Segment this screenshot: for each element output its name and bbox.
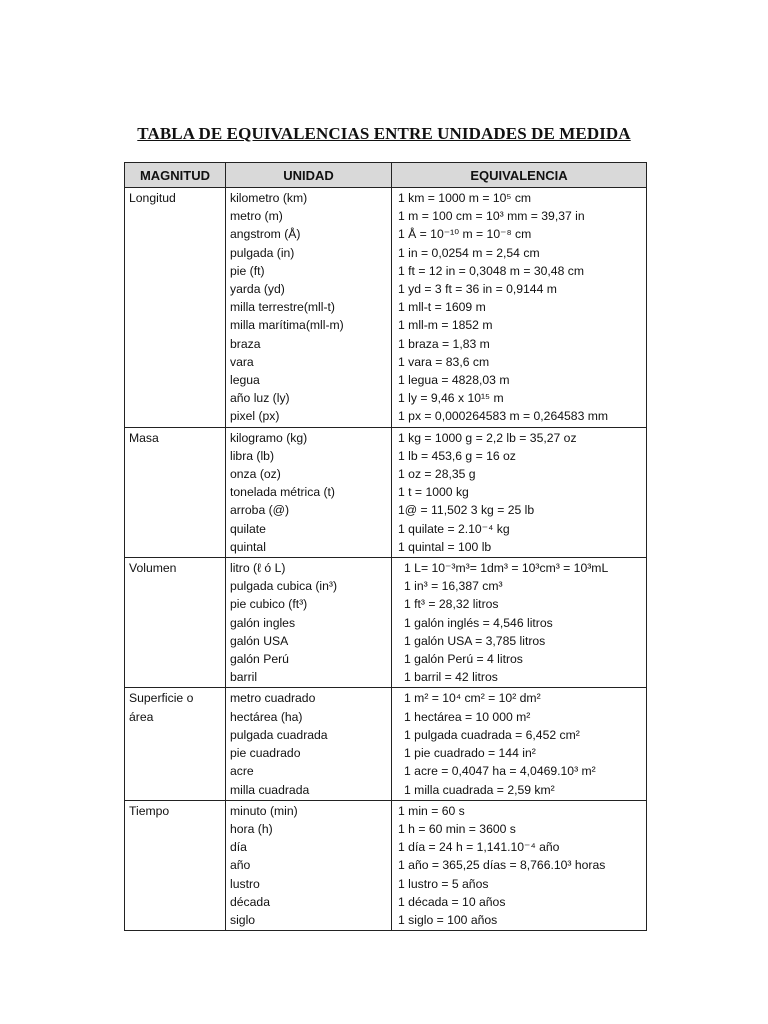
unit-name: año: [230, 858, 251, 873]
equivalence-text: 1@ = 11,502 3 kg = 25 lb: [398, 503, 535, 518]
unit-name: litro (ℓ ó L): [230, 561, 286, 576]
equivalence-text: 1 in³ = 16,387 cm³: [404, 579, 503, 594]
unit-name: minuto (min): [230, 803, 298, 818]
magnitud-cell: [125, 688, 226, 800]
header-magnitud: MAGNITUD: [125, 163, 226, 188]
unit-name: pixel (px): [230, 409, 280, 424]
unit-name: pie cubico (ft³): [230, 597, 308, 612]
magnitud-name: Tiempo: [129, 803, 170, 818]
unit-name: día: [230, 840, 247, 855]
unidad-cell: [226, 427, 392, 557]
magnitud-name: Masa: [129, 430, 159, 445]
unit-name: tonelada métrica (t): [230, 485, 335, 500]
equivalencia-cell: [392, 800, 647, 930]
unit-name: legua: [230, 373, 260, 388]
unit-name: quilate: [230, 521, 266, 536]
unidad-cell: [226, 688, 392, 800]
table-row: [125, 188, 647, 428]
magnitud-cell: [125, 188, 226, 428]
unit-name: milla cuadrada: [230, 782, 310, 797]
equivalence-text: 1 L= 10⁻³m³= 1dm³ = 10³cm³ = 10³mL: [404, 561, 609, 576]
unit-name: barril: [230, 670, 258, 685]
magnitud-cell: [125, 800, 226, 930]
unit-name: libra (lb): [230, 448, 275, 463]
equivalence-text: 1 ft³ = 28,32 litros: [404, 597, 499, 612]
equivalence-text: 1 m² = 10⁴ cm² = 10² dm²: [404, 691, 541, 706]
equivalence-text: 1 legua = 4828,03 m: [398, 373, 510, 388]
header-equivalencia: EQUIVALENCIA: [392, 163, 647, 188]
table-row: [125, 558, 647, 688]
unit-name: pulgada (in): [230, 245, 295, 260]
equivalence-text: 1 década = 10 años: [398, 894, 506, 909]
unit-name: año luz (ly): [230, 391, 290, 406]
unit-name: vara: [230, 354, 254, 369]
unit-name: galón USA: [230, 633, 289, 648]
unit-name: pie cuadrado: [230, 746, 301, 761]
unit-name: galón Perú: [230, 652, 289, 667]
unit-name: década: [230, 894, 270, 909]
unit-name: milla marítima(mll-m): [230, 318, 344, 333]
unit-name: pie (ft): [230, 263, 265, 278]
magnitud-name: Superficie o: [129, 691, 194, 706]
equivalence-text: 1 acre = 0,4047 ha = 4,0469.10³ m²: [404, 764, 596, 779]
equivalencia-cell: [392, 558, 647, 688]
unit-name: kilometro (km): [230, 191, 308, 205]
equivalence-text: 1 galón Perú = 4 litros: [404, 652, 523, 667]
table-row: [125, 427, 647, 557]
unit-name: kilogramo (kg): [230, 430, 308, 445]
header-unidad: UNIDAD: [226, 163, 392, 188]
equivalence-text: 1 mll-m = 1852 m: [398, 318, 493, 333]
equivalence-table: [124, 162, 647, 931]
equivalence-text: 1 ft = 12 in = 0,3048 m = 30,48 cm: [398, 263, 584, 278]
magnitud-name: área: [129, 709, 154, 724]
unidad-cell: [226, 800, 392, 930]
equivalence-text: 1 braza = 1,83 m: [398, 336, 490, 351]
unit-name: acre: [230, 764, 254, 779]
unit-name: hora (h): [230, 821, 273, 836]
equivalence-text: 1 vara = 83,6 cm: [398, 354, 490, 369]
magnitud-name: Volumen: [129, 561, 177, 576]
equivalence-text: 1 t = 1000 kg: [398, 485, 469, 500]
equivalencia-cell: [392, 188, 647, 428]
unit-name: quintal: [230, 539, 266, 554]
equivalence-text: 1 siglo = 100 años: [398, 912, 498, 927]
equivalence-text: 1 lb = 453,6 g = 16 oz: [398, 448, 516, 463]
equivalence-text: 1 quintal = 100 lb: [398, 539, 492, 554]
magnitud-cell: [125, 558, 226, 688]
unit-name: galón ingles: [230, 615, 296, 630]
equivalence-text: 1 mll-t = 1609 m: [398, 300, 486, 315]
unit-name: pulgada cuadrada: [230, 727, 328, 742]
unit-name: arroba (@): [230, 503, 290, 518]
equivalence-text: 1 min = 60 s: [398, 803, 465, 818]
equivalence-text: 1 galón USA = 3,785 litros: [404, 633, 546, 648]
equivalence-text: 1 pulgada cuadrada = 6,452 cm²: [404, 727, 580, 742]
equivalence-text: 1 kg = 1000 g = 2,2 lb = 35,27 oz: [398, 430, 577, 445]
equivalence-text: 1 px = 0,000264583 m = 0,264583 mm: [398, 409, 609, 424]
equivalencia-cell: [392, 427, 647, 557]
unit-name: angstrom (Å): [230, 227, 301, 242]
unit-name: milla terrestre(mll-t): [230, 300, 335, 315]
unit-name: yarda (yd): [230, 282, 285, 297]
unit-name: lustro: [230, 876, 260, 891]
equivalence-text: 1 km = 1000 m = 10⁵ cm: [398, 191, 532, 205]
table-row: [125, 800, 647, 930]
equivalence-text: 1 yd = 3 ft = 36 in = 0,9144 m: [398, 282, 557, 297]
unidad-cell: [226, 558, 392, 688]
equivalence-text: 1 hectárea = 10 000 m²: [404, 709, 531, 724]
unit-name: siglo: [230, 912, 256, 927]
equivalence-text: 1 galón inglés = 4,546 litros: [404, 615, 553, 630]
equivalence-text: 1 quilate = 2.10⁻⁴ kg: [398, 521, 510, 536]
unit-name: pulgada cubica (in³): [230, 579, 338, 594]
table-header: [125, 163, 647, 188]
unit-name: onza (oz): [230, 467, 281, 482]
unit-name: metro cuadrado: [230, 691, 316, 706]
equivalence-text: 1 Å = 10⁻¹⁰ m = 10⁻⁸ cm: [398, 227, 532, 242]
equivalence-text: 1 pie cuadrado = 144 in²: [404, 746, 536, 761]
equivalence-text: 1 in = 0,0254 m = 2,54 cm: [398, 245, 540, 260]
equivalence-text: 1 oz = 28,35 g: [398, 467, 476, 482]
magnitud-cell: [125, 427, 226, 557]
equivalence-text: 1 milla cuadrada = 2,59 km²: [404, 782, 555, 797]
unidad-cell: [226, 188, 392, 428]
equivalence-text: 1 m = 100 cm = 10³ mm = 39,37 in: [398, 209, 585, 224]
unit-name: metro (m): [230, 209, 283, 224]
equivalence-text: 1 h = 60 min = 3600 s: [398, 821, 516, 836]
equivalence-text: 1 día = 24 h = 1,141.10⁻⁴ año: [398, 840, 560, 855]
equivalence-text: 1 año = 365,25 días = 8,766.10³ horas: [398, 858, 606, 873]
table-row: [125, 688, 647, 800]
equivalence-text: 1 lustro = 5 años: [398, 876, 489, 891]
unit-name: hectárea (ha): [230, 709, 303, 724]
equivalence-text: 1 ly = 9,46 x 10¹⁵ m: [398, 391, 504, 406]
unit-name: braza: [230, 336, 261, 351]
table-body: [125, 188, 647, 931]
magnitud-name: Longitud: [129, 191, 176, 205]
equivalencia-cell: [392, 688, 647, 800]
equivalence-text: 1 barril = 42 litros: [404, 670, 498, 685]
page-title: TABLA DE EQUIVALENCIAS ENTRE UNIDADES DE MEDIDA: [137, 124, 631, 143]
